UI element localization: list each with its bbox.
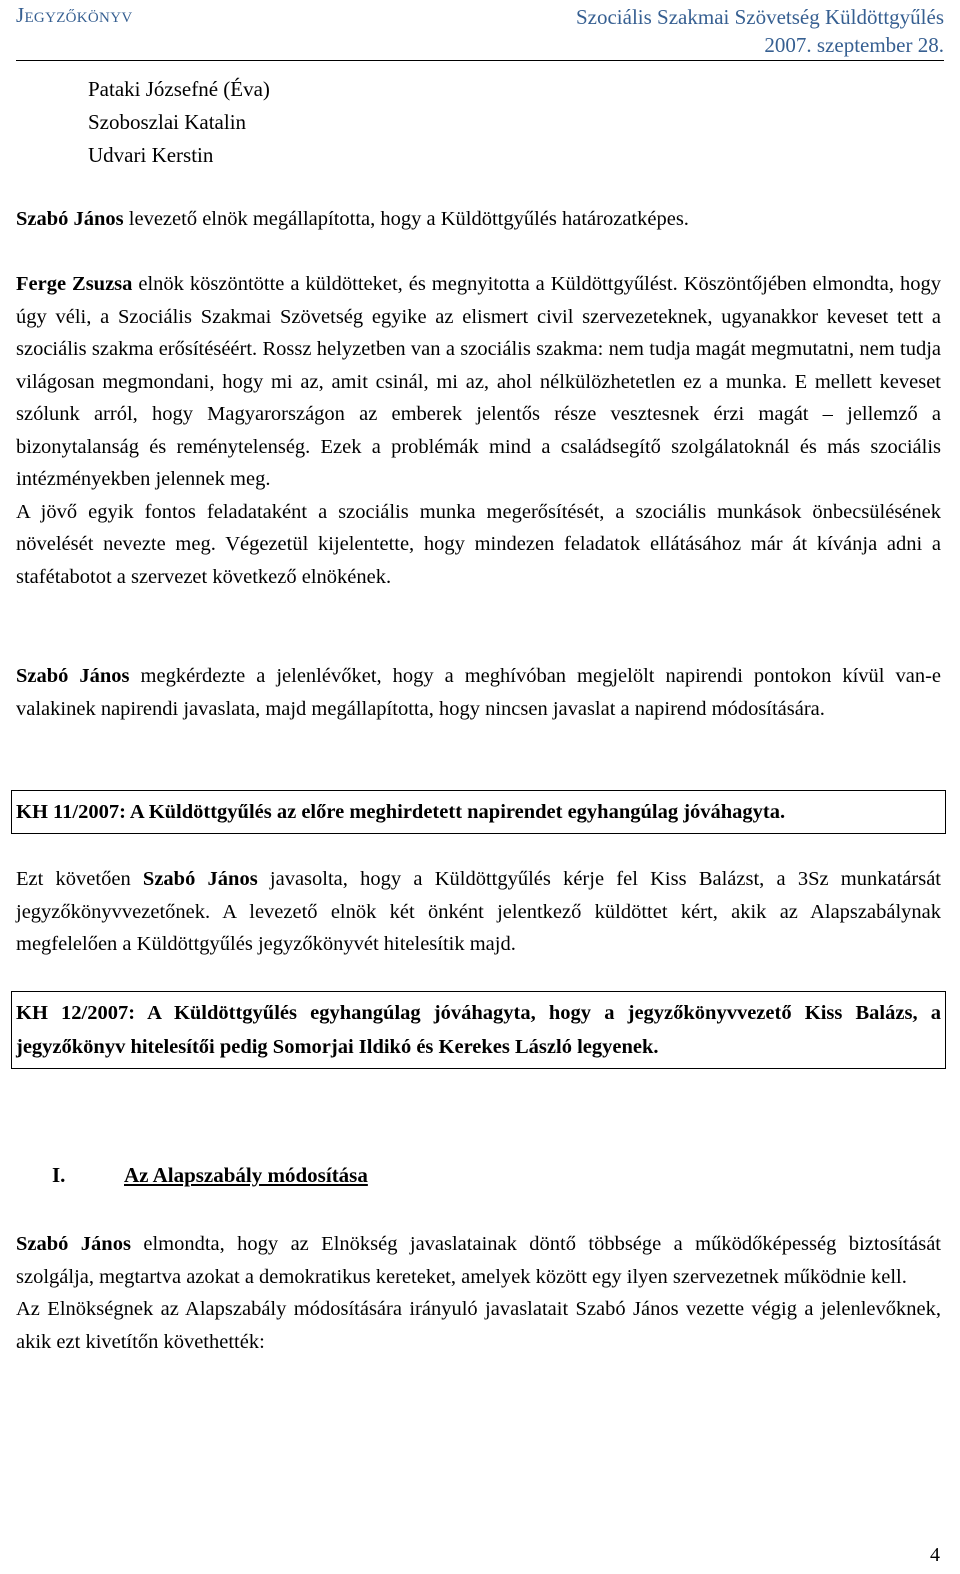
resolution-kh11: KH 11/2007: A Küldöttgyűlés az előre meghirdetett napirendet egyhangúlag jóváhagyta. [16, 795, 941, 829]
bylaws-paragraph [16, 1228, 941, 1358]
page-header [16, 0, 944, 61]
attendee-name: Pataki Józsefné (Éva) [88, 77, 270, 101]
page-number: 4 [930, 1544, 940, 1566]
agenda-paragraph [16, 660, 941, 725]
section-title: Az Alapszabály módosítása [124, 1163, 368, 1187]
attendee-name: Udvari Kerstin [88, 143, 214, 167]
speaker-name: Szabó János [16, 208, 124, 230]
header-doc-type: Jegyzőkönyv [16, 3, 133, 27]
paragraph-text: A jövő egyik fontos feladataként a szociális munka megerősítését, a szociális munkások önbecsülésének növelését nevezte meg. Végezetül kijelentette, hogy mindezen feladatok ellátásához már át kívánja adni a stafétabotot a szervezet következő elnökének. [16, 500, 941, 588]
minutes-keeper-paragraph [16, 863, 941, 961]
paragraph-text: elmondta, hogy az Elnökség javaslatainak döntő többsége a működőképesség biztosítását szolgálja, megtartva azokat a demokratikus kereteket, amelyek között egy ilyen szervezetnek működnie kell. [16, 1233, 941, 1288]
header-event-title: Szociális Szakmai Szövetség Küldöttgyűlés [575, 5, 944, 29]
attendee-name: Szoboszlai Katalin [88, 110, 247, 134]
speaker-name: Szabó János [142, 868, 258, 890]
section-number: I. [52, 1163, 66, 1187]
opening-paragraph [16, 268, 941, 593]
speaker-name: Szabó János [16, 1233, 131, 1255]
paragraph-text: Ezt követően [16, 868, 143, 890]
paragraph-text: levezető elnök megállapította, hogy a Küldöttgyűlés határozatképes. [123, 208, 689, 230]
resolution-kh12: KH 12/2007: A Küldöttgyűlés egyhangúlag jóváhagyta, hogy a jegyzőkönyvvezető Kiss Balázs, a jegyzőkönyv hitelesítői pedig Somorjai Ildikó és Kerekes László legyenek. [16, 996, 941, 1064]
header-event-date: 2007. szeptember 28. [764, 33, 944, 57]
quorum-paragraph [16, 203, 941, 236]
speaker-name: Szabó János [16, 665, 130, 687]
section-heading [52, 1163, 368, 1188]
paragraph-text: javasolta, hogy a Küldöttgyűlés kérje fel Kiss Balázst, a 3Sz munkatársát jegyzőkönyvvezetőnek. A levezető elnök két önként jelentkező küldöttet kért, akik az Alapszabálynak megfelelően a Küldöttgyűlés jegyzőkönyvét hitelesítik majd. [16, 868, 941, 955]
paragraph-text: elnök köszöntötte a küldötteket, és megnyitotta a Küldöttgyűlést. Köszöntőjében elmondta, hogy úgy véli, a Szociális Szakmai Szövetség egyike az elismert civil szervezeteknek, ugyanakkor keveset tett a szociális szakma erősítéséért. Rossz helyzetben van a szociális szakma: nem tudja magát megmutatni, nem tudja világosan megmondani, hogy mi az, amit csinál, mi az, ahol nélkülözhetetlen ez a munka. E mellett keveset szólunk arról, hogy Magyarországon az emberek jelentős része vesztesnek érzi magát – jellemző a bizonytalanság és reménytelenség. Ezek a problémák mind a családsegítő szolgálatoknál és más szociális intézményekben jelennek meg. [16, 273, 941, 490]
paragraph-text: Az Elnökségnek az Alapszabály módosítására irányuló javaslatait Szabó János vezette végig a jelenlevőknek, akik ezt kivetítőn követhették: [16, 1298, 941, 1353]
paragraph-text: megkérdezte a jelenlévőket, hogy a meghívóban megjelölt napirendi pontokon kívül van-e valakinek napirendi javaslata, majd megállapította, hogy nincsen javaslat a napirend módosítására. [16, 665, 941, 720]
header-event [576, 3, 944, 59]
attendee-names [88, 73, 270, 172]
speaker-name: Ferge Zsuzsa [16, 273, 133, 295]
